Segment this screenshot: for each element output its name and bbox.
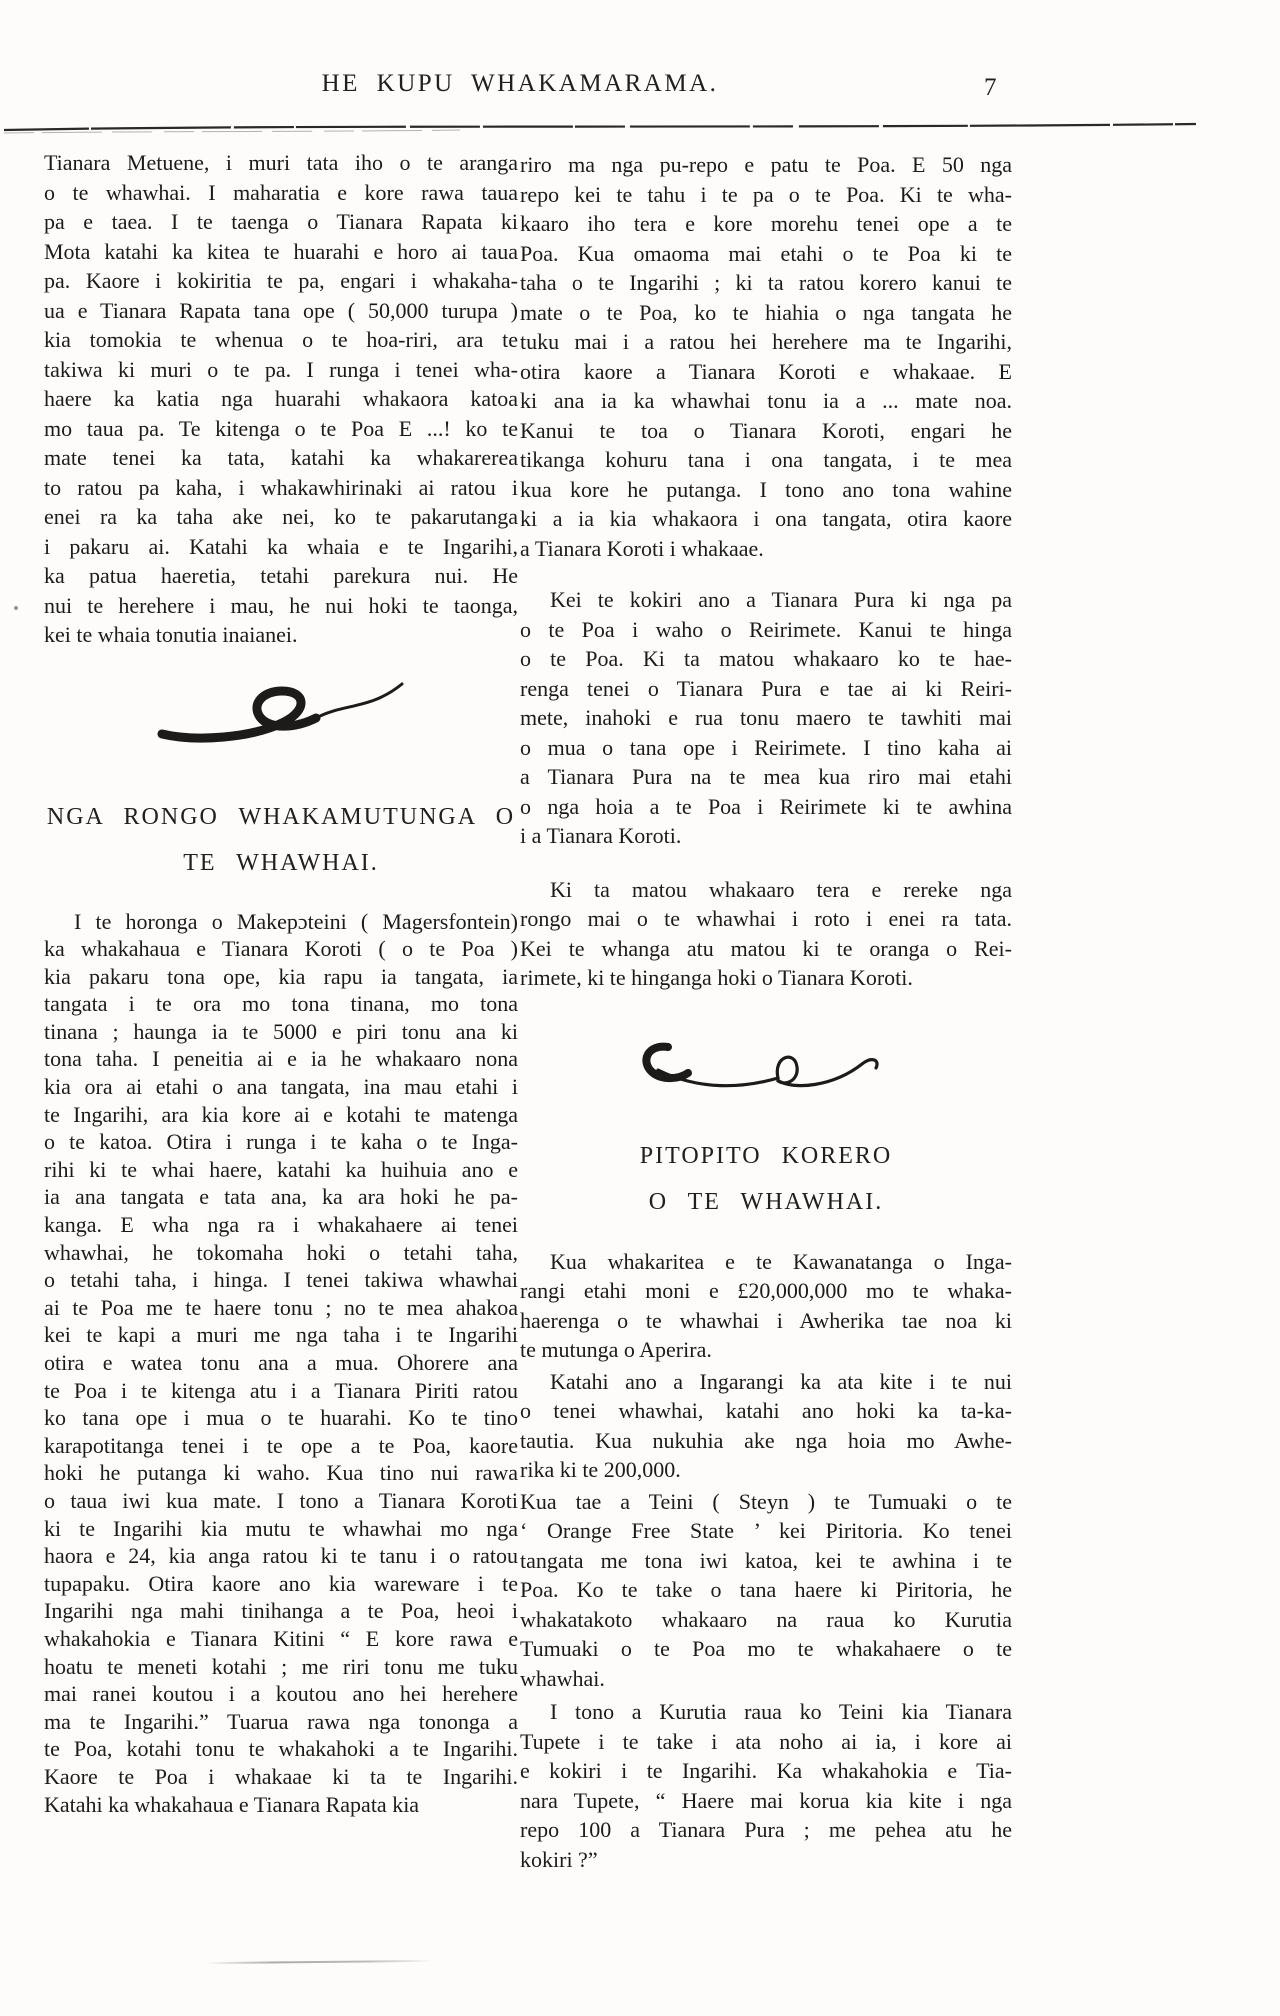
heading-line: NGA RONGO WHAKAMUTUNGA O [46,803,516,830]
text-line: kaaro iho tera e kore morehu tenei ope a te [520,211,1012,236]
header-rule [0,120,1270,136]
text-line: te Ingarihi, ara kia kore ai e kotahi te matenga [44,1101,518,1127]
text-line: kia pakaru tona ope, kia rapu ia tangata, ia [44,963,518,989]
text-line: Ingarihi nga mahi tinihanga a te Poa, heoi i [44,1598,518,1624]
text-line: Kaore te Poa i whakaae ki ta te Ingarihi. [44,1763,518,1789]
text-line: otira kaore a Tianara Koroti e whakaae. E [520,358,1012,384]
text-line: Kei te whanga atu matou ki te oranga o Rei- [520,935,1012,961]
text-line: ‘ Orange Free State ’ kei Piritoria. Ko tenei [520,1518,1012,1543]
text-line: I tono a Kurutia raua ko Teini kia Tianara [550,1699,1012,1724]
text-line: I te horonga o Makepɔteini ( Magersfontein) [74,908,518,934]
text-line: mate o te Poa, ko te hiahia o nga tangata he [520,299,1012,325]
text-line: kua kore he putanga. I tono ano tona wahine [520,476,1012,502]
text-line: whakahokia e Tianara Kitini “ E kore rawa e [44,1625,518,1651]
scan-artifact-line [205,1960,433,1964]
text-line: haere ka katia nga huarahi whakaora katoa [44,386,518,411]
text-line: Kua whakaritea e te Kawanatanga o Inga- [550,1248,1012,1274]
text-line: ki te Ingarihi kia mutu te whawhai mo nga [44,1515,518,1541]
text-line: kia ora ai etahi o ana tangata, ina mau etahi i [44,1074,518,1100]
text-line: ai te Poa me te haere tonu ; no te mea ahakoa [44,1294,518,1320]
text-line: repo 100 a Tianara Pura ; me pehea atu he [520,1817,1012,1842]
text-line: ki ana ia ka whawhai tonu ia a ... mate noa. [520,388,1012,413]
text-line: karapotitanga tenei i te ope a te Poa, kaore [44,1432,518,1458]
text-line: i a Tianara Koroti. [520,823,682,848]
text-line: Tupete i te take i ata noho ai ia, i kore ai [520,1728,1012,1754]
text-line: pa e taea. I te taenga o Tianara Rapata ki [44,209,518,234]
column-right [520,150,1012,1874]
paragraph [44,148,518,650]
text-line: mai ranei koutou i a koutou ano hei herehere [44,1681,518,1707]
text-line: tangata me tona iwi katoa, kei te awhina i te [520,1547,1012,1573]
paragraph [520,150,1012,563]
column-left [44,148,518,1818]
text-line: Katahi ka whakahaua e Tianara Rapata kia [44,1791,420,1817]
text-line: Ki ta matou whakaaro tera e rereke nga [550,876,1012,902]
section-heading [520,1133,1012,1225]
text-line: a Tianara Koroti i whakaae. [520,535,764,561]
paragraph [520,875,1012,993]
text-line: rika ki te 200,000. [520,1457,681,1482]
text-line: mate tenei ka tata, katahi ka whakarerea [44,445,518,470]
paragraph [44,908,518,1819]
text-line: Kanui te toa o Tianara Koroti, engari he [520,417,1012,443]
section-heading [44,794,518,886]
heading-line: O TE WHAWHAI. [648,1188,884,1215]
text-line: rongo mai o te whawhai i roto i enei ra tata. [520,906,1012,931]
text-line: ia ana tangata e tata ana, ka ara hoki he pa- [44,1184,518,1210]
text-line: haerenga o te whawhai i Awherika tae noa ki [520,1307,1012,1333]
text-line: kei te whaia tonutia inaianei. [44,622,298,647]
text-line: Poa. Kua omaoma mai etahi o te Poa ki te [520,240,1012,266]
text-line: Katahi ano a Ingarangi ka ata kite i te nui [550,1368,1012,1394]
text-line: to ratou pa kaha, i whakawhirinaki ai ratou i [44,474,518,500]
text-line: whawhai, he tokomaha hoki o tetahi taha, [44,1239,518,1265]
text-line: tuku mai i a ratou hei herehere ma te Ingarihi, [520,329,1012,354]
text-line: tupapaku. Otira kaore ano kia wareware i te [44,1570,518,1596]
text-line: ko tana ope i mua o te huarahi. Ko te tino [44,1405,518,1431]
page-number: 7 [984,74,997,101]
text-line: a Tianara Pura na te mea kua riro mai etahi [520,764,1012,789]
text-line: whakatakoto whakaaro na raua ko Kurutia [520,1606,1012,1632]
paragraph [520,1247,1012,1365]
text-line: tangata i te ora mo tona tinana, mo tona [44,991,518,1017]
paragraph [520,585,1012,851]
swash-ornament-graphic [156,676,406,764]
text-line: ka whakahaua e Tianara Koroti ( o te Poa ) [44,936,518,962]
text-line: ma te Ingarihi.” Tuarua rawa nga tononga a [44,1708,518,1734]
heading-line: PITOPITO KORERO [639,1142,893,1169]
text-line: ka patua haeretia, tetahi parekura nui. He [44,563,518,588]
text-line: Tianara Metuene, i muri tata iho o te aranga [44,150,518,175]
text-line: ki a ia kia whakaora i ona tangata, otira kaore [520,506,1012,531]
text-line: nara Tupete, “ Haere mai korua kia kite i nga [520,1787,1012,1813]
text-line: o te whawhai. I maharatia e kore rawa taua [44,179,518,205]
text-line: tautia. Kua nukuhia ake nga hoia mo Awhe- [520,1427,1012,1453]
text-line: o nga hoia a te Poa i Reirimete ki te awhina [520,793,1012,819]
text-line: o taua iwi kua mate. I tono a Tianara Koroti [44,1487,518,1513]
paragraph [520,1367,1012,1485]
text-line: ua e Tianara Rapata tana ope ( 50,000 turupa ) [44,297,518,323]
text-line: te Poa, kotahi tonu te whakahoki a te Ingarihi. [44,1736,518,1762]
text-line: rihi ki te whai haere, katahi ka huihuia ano e [44,1156,518,1182]
text-line: renga tenei o Tianara Pura e tae ai ki Reiri- [520,675,1012,701]
scan-artifact-dot [14,606,18,610]
text-line: Kua tae a Teini ( Steyn ) te Tumuaki o te [520,1488,1012,1514]
text-line: o mua o tana ope i Reirimete. I tino kaha ai [520,734,1012,760]
flourish-ornament [44,676,518,764]
text-line: kia tomokia te whenua o te hoa-riri, ara te [44,327,518,352]
text-line: rimete, ki te hinganga hoki o Tianara Koroti. [520,965,913,990]
paragraph [520,1697,1012,1874]
text-line: o tetahi taha, i hinga. I tenei takiwa whawhai [44,1267,518,1293]
paragraph [520,1487,1012,1694]
text-line: tona taha. I peneitia ai e ia he whakaaro nona [44,1046,518,1072]
text-line: enei ra ka taha ake nei, ko te pakarutanga [44,504,518,529]
text-line: rangi etahi moni e £20,000,000 mo te whaka- [520,1278,1012,1303]
text-line: te Poa i te kitenga atu i a Tianara Piriti ratou [44,1377,518,1403]
text-line: whawhai. [520,1665,605,1691]
text-line: hoatu te meneti kotahi ; me riri tonu me tuku [44,1653,518,1679]
text-line: Poa. Ko te take o tana haere ki Piritoria, he [520,1577,1012,1602]
page-title: HE KUPU WHAKAMARAMA. [321,70,719,97]
text-line: Tumuaki o te Poa mo te whakahaere o te [520,1636,1012,1661]
text-line: kei te kapi a muri me nga taha i te Ingarihi [44,1322,518,1348]
text-line: Kei te kokiri ano a Tianara Pura ki nga pa [550,587,1012,612]
text-line: pa. Kaore i kokiritia te pa, engari i whakaha- [44,268,518,293]
text-line: mo taua pa. Te kitenga o te Poa E ...! ko te [44,415,518,441]
text-line: taha o te Ingarihi ; ki ta ratou korero kanui te [520,270,1012,295]
text-line: riro ma nga pu-repo e patu te Poa. E 50 nga [520,152,1012,177]
text-line: Mota katahi ka kitea te huarahi e horo ai taua [44,238,518,264]
swash-ornament-graphic [636,1033,896,1099]
text-line: te mutunga o Aperira. [520,1337,712,1362]
text-line: o tenei whawhai, katahi ano hoki ka ta-ka- [520,1398,1012,1423]
text-line: otira e watea tonu ana a mua. Ohorere ana [44,1350,518,1375]
text-line: haora e 24, kia anga ratou ki te tanu i o ratou [44,1543,518,1569]
text-line: mete, inahoki e rua tonu maero te tawhiti mai [520,705,1012,730]
text-line: repo kei te tahu i te pa o te Poa. Ki te wha- [520,181,1012,207]
text-line: o te Poa. Ki ta matou whakaaro ko te hae- [520,646,1012,671]
text-line: o te katoa. Otira i runga i te kaha o te Inga- [44,1129,518,1155]
text-line: kokiri ?” [520,1846,598,1872]
heading-line: TE WHAWHAI. [183,849,379,876]
text-line: nui te herehere i mau, he nui hoki te taonga, [44,592,518,618]
text-line: tinana ; haunga ia te 5000 e piri tonu ana ki [44,1018,518,1044]
text-line: o te Poa i waho o Reirimete. Kanui te hinga [520,616,1012,642]
text-line: hoki he putanga ki waho. Kua tino nui rawa [44,1460,518,1486]
flourish-ornament [520,1033,1012,1099]
text-line: takiwa ki muri o te pa. I runga i tenei wha- [44,356,518,382]
text-line: tikanga kohuru tana i ona tangata, i te mea [520,447,1012,472]
text-line: i pakaru ai. Katahi ka whaia e te Ingarihi, [44,533,518,559]
text-line: e kokiri i te Ingarihi. Ka whakahokia e Tia- [520,1758,1012,1783]
text-line: kanga. E wha nga ra i whakahaere ai tenei [44,1212,518,1238]
